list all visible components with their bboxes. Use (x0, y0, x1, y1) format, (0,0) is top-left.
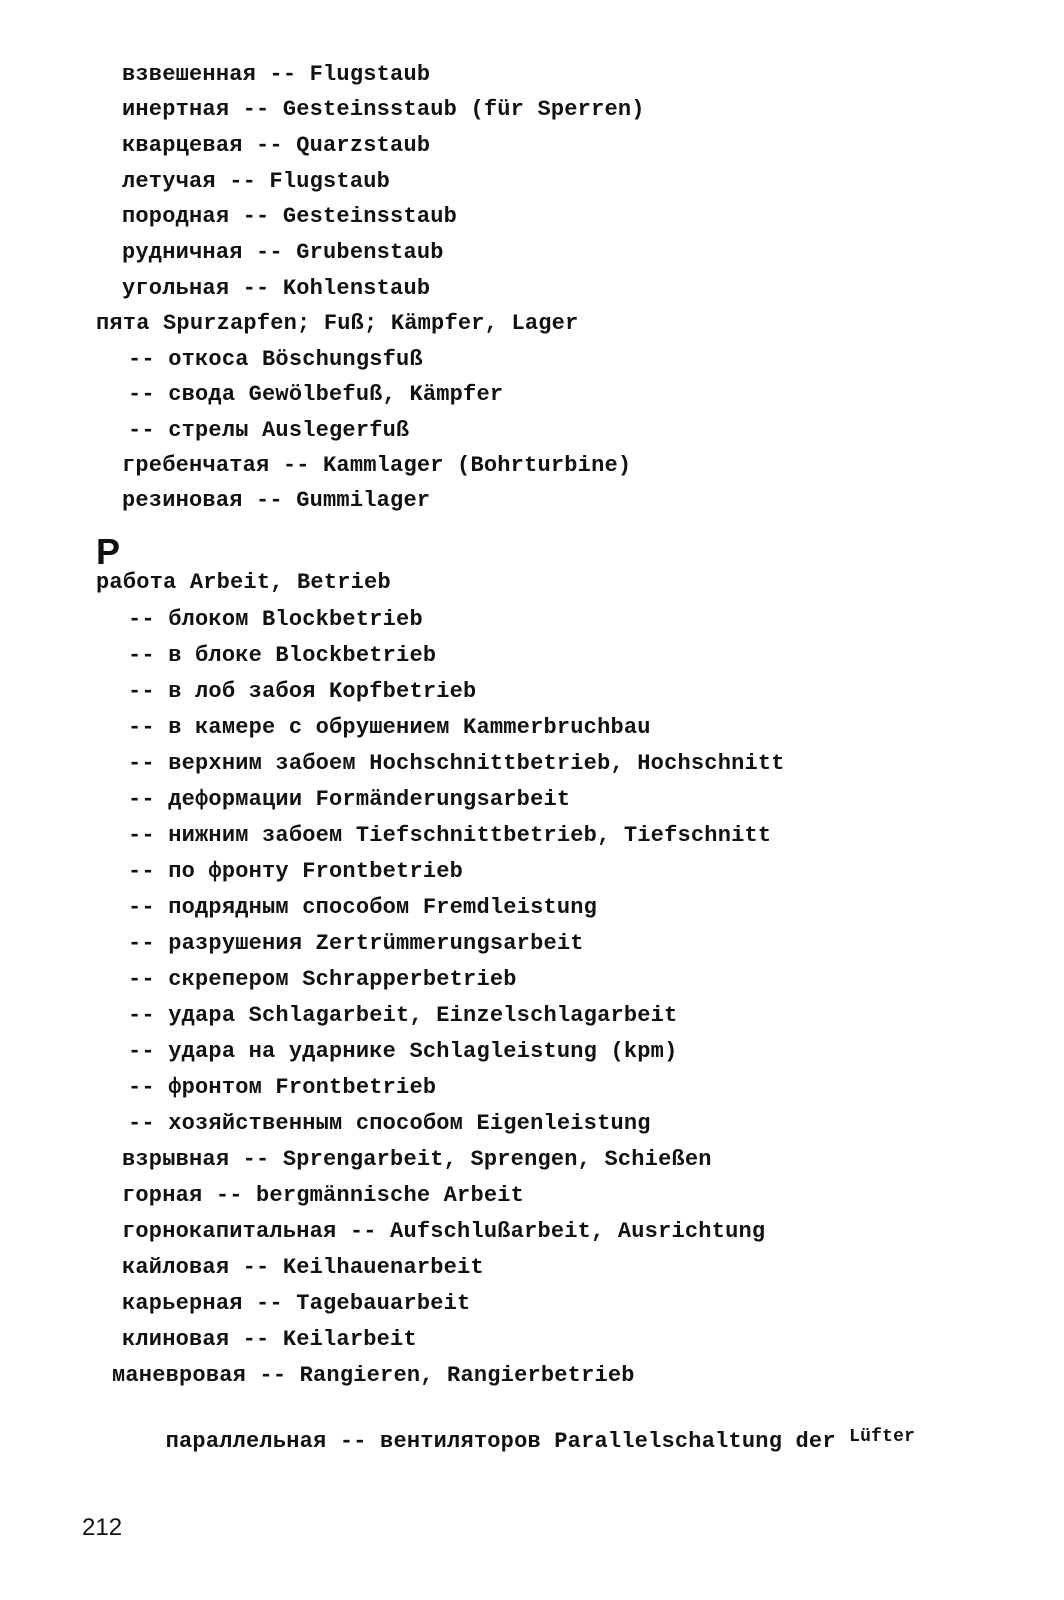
entry-line: породная -- Gesteinsstaub (122, 204, 458, 229)
entry-line: рудничная -- Grubenstaub (122, 240, 444, 265)
entry-line: -- удара на ударнике Schlagleistung (kpm) (128, 1039, 678, 1064)
entry-line: -- деформации Formänderungsarbeit (128, 787, 571, 812)
entry-line: инертная -- Gesteinsstaub (für Sperren) (122, 97, 645, 122)
entry-line: кайловая -- Keilhauenarbeit (122, 1255, 484, 1280)
entry-line: -- скрепером Schrapperbetrieb (128, 967, 517, 992)
entry-line: горнокапитальная -- Aufschlußarbeit, Ausrichtung (122, 1219, 766, 1244)
entry-line: маневровая -- Rangieren, Rangierbetrieb (112, 1363, 635, 1388)
entry-line: -- в лоб забоя Kopfbetrieb (128, 679, 477, 704)
section-letter: Р (96, 531, 121, 572)
entry-line: -- откоса Böschungsfuß (128, 347, 423, 372)
entry-line: гребенчатая -- Kammlager (Bohrturbine) (122, 453, 632, 478)
entry-line: летучая -- Flugstaub (122, 169, 391, 194)
entry-line-main: параллельная -- вентиляторов Parallelschaltung der (165, 1429, 836, 1454)
entry-line-tail: Lüfter (849, 1427, 916, 1447)
entry-line: -- разрушения Zertrümmerungsarbeit (128, 931, 584, 956)
entry-line: взвешенная -- Flugstaub (122, 62, 431, 87)
entry-line: -- блоком Blockbetrieb (128, 607, 423, 632)
entry-line: -- удара Schlagarbeit, Einzelschlagarbeit (128, 1003, 678, 1028)
entry-line: кварцевая -- Quarzstaub (122, 133, 431, 158)
entry-line: -- стрелы Auslegerfuß (128, 418, 410, 443)
entry-line: горная -- bergmännische Arbeit (122, 1183, 525, 1208)
headword-line: работа Arbeit, Betrieb (96, 570, 391, 595)
entry-line: клиновая -- Keilarbeit (122, 1327, 417, 1352)
entry-line: -- по фронту Frontbetrieb (128, 859, 464, 884)
headword-line: пята Spurzapfen; Fuß; Kämpfer, Lager (96, 311, 579, 336)
entry-line: -- верхним забоем Hochschnittbetrieb, Hochschnitt (128, 751, 785, 776)
entry-line: -- подрядным способом Fremdleistung (128, 895, 598, 920)
entry-line: -- в блоке Blockbetrieb (128, 643, 437, 668)
entry-line: карьерная -- Tagebauarbeit (122, 1291, 471, 1316)
entry-line: -- фронтом Frontbetrieb (128, 1075, 437, 1100)
entry-line: резиновая -- Gummilager (122, 488, 431, 513)
entry-line: -- в камере с обрушением Kammerbruchbau (128, 715, 651, 740)
entry-line (112, 1397, 915, 1488)
entry-line: взрывная -- Sprengarbeit, Sprengen, Schießen (122, 1147, 712, 1172)
entry-line: -- нижним забоем Tiefschnittbetrieb, Tiefschnitt (128, 823, 772, 848)
entry-line: -- хозяйственным способом Eigenleistung (128, 1111, 651, 1136)
entry-line: угольная -- Kohlenstaub (122, 276, 431, 301)
entry-line: -- свода Gewölbefuß, Kämpfer (128, 382, 504, 407)
page-number: 212 (82, 1514, 123, 1541)
